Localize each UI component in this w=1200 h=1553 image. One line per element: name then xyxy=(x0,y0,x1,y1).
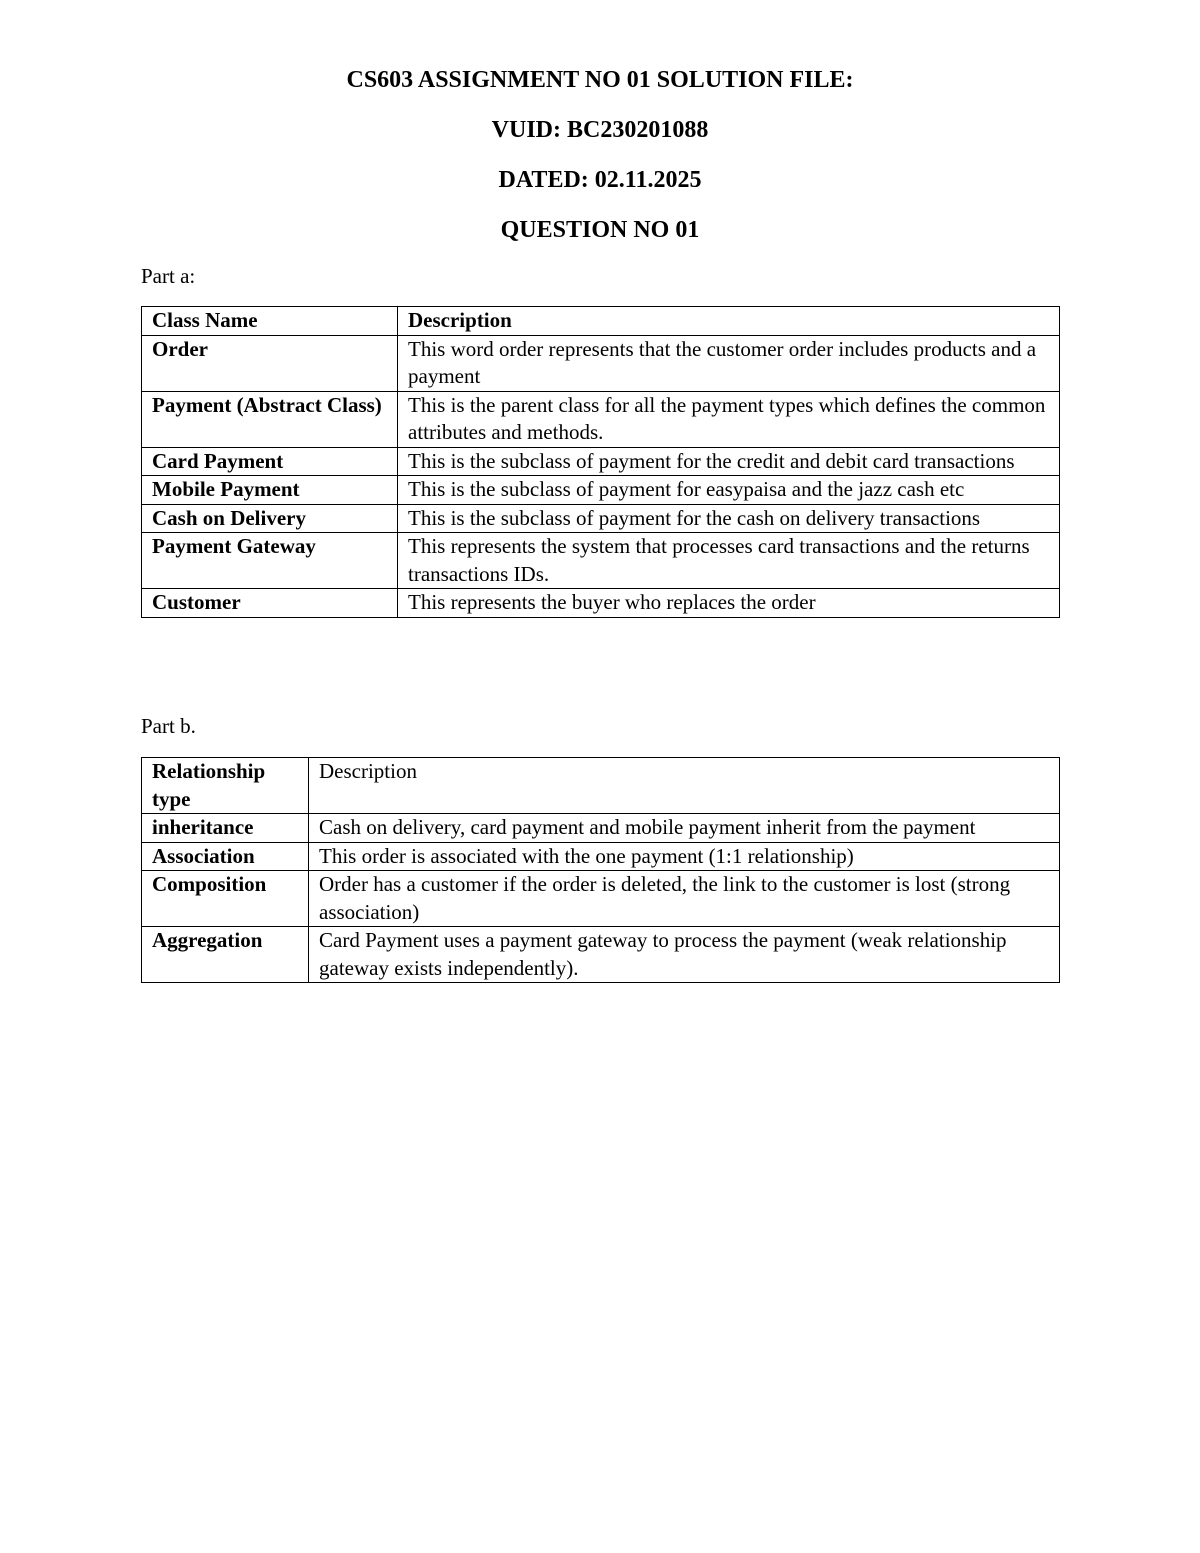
column-header-description: Description xyxy=(398,307,1060,336)
relationship-name-cell: Composition xyxy=(142,871,309,927)
table-row xyxy=(142,504,1060,533)
class-name-cell: Customer xyxy=(142,589,398,618)
class-description-cell: This is the subclass of payment for easypaisa and the jazz cash etc xyxy=(398,476,1060,505)
class-name-cell: Order xyxy=(142,335,398,391)
relationship-name-cell: Association xyxy=(142,842,309,871)
question-heading: QUESTION NO 01 xyxy=(500,217,700,243)
relationship-table xyxy=(141,757,1060,983)
column-header-description: Description xyxy=(309,758,1060,814)
date-heading: DATED: 02.11.2025 xyxy=(498,167,702,193)
class-description-cell: This is the parent class for all the payment types which defines the common attributes and methods. xyxy=(398,391,1060,447)
relationship-description-cell: Order has a customer if the order is deleted, the link to the customer is lost (strong association) xyxy=(309,871,1060,927)
column-header-relationship-type: Relationship type xyxy=(142,758,309,814)
class-name-cell: Payment (Abstract Class) xyxy=(142,391,398,447)
document-title: CS603 ASSIGNMENT NO 01 SOLUTION FILE: xyxy=(346,67,854,93)
class-table xyxy=(141,306,1060,618)
table-row xyxy=(142,871,1060,927)
table-header-row xyxy=(142,307,1060,336)
column-header-class-name: Class Name xyxy=(142,307,398,336)
class-name-cell: Payment Gateway xyxy=(142,533,398,589)
class-description-cell: This represents the system that processes card transactions and the returns transactions IDs. xyxy=(398,533,1060,589)
class-description-cell: This is the subclass of payment for the cash on delivery transactions xyxy=(398,504,1060,533)
table-row xyxy=(142,927,1060,983)
class-name-cell: Cash on Delivery xyxy=(142,504,398,533)
table-row xyxy=(142,476,1060,505)
relationship-description-cell: Cash on delivery, card payment and mobile payment inherit from the payment xyxy=(309,814,1060,843)
table-row xyxy=(142,842,1060,871)
table-row xyxy=(142,335,1060,391)
relationship-description-cell: This order is associated with the one payment (1:1 relationship) xyxy=(309,842,1060,871)
part-a-label: Part a: xyxy=(141,264,196,288)
vuid-heading: VUID: BC230201088 xyxy=(491,117,709,143)
relationship-name-cell: Aggregation xyxy=(142,927,309,983)
part-b-label: Part b. xyxy=(141,714,196,738)
table-row xyxy=(142,814,1060,843)
table-row xyxy=(142,533,1060,589)
relationship-name-cell: inheritance xyxy=(142,814,309,843)
table-row xyxy=(142,447,1060,476)
class-name-cell: Mobile Payment xyxy=(142,476,398,505)
class-description-cell: This is the subclass of payment for the credit and debit card transactions xyxy=(398,447,1060,476)
class-description-cell: This word order represents that the customer order includes products and a payment xyxy=(398,335,1060,391)
table-header-row xyxy=(142,758,1060,814)
table-row xyxy=(142,391,1060,447)
table-row xyxy=(142,589,1060,618)
class-description-cell: This represents the buyer who replaces the order xyxy=(398,589,1060,618)
class-name-cell: Card Payment xyxy=(142,447,398,476)
relationship-description-cell: Card Payment uses a payment gateway to process the payment (weak relationship gateway exists independently). xyxy=(309,927,1060,983)
